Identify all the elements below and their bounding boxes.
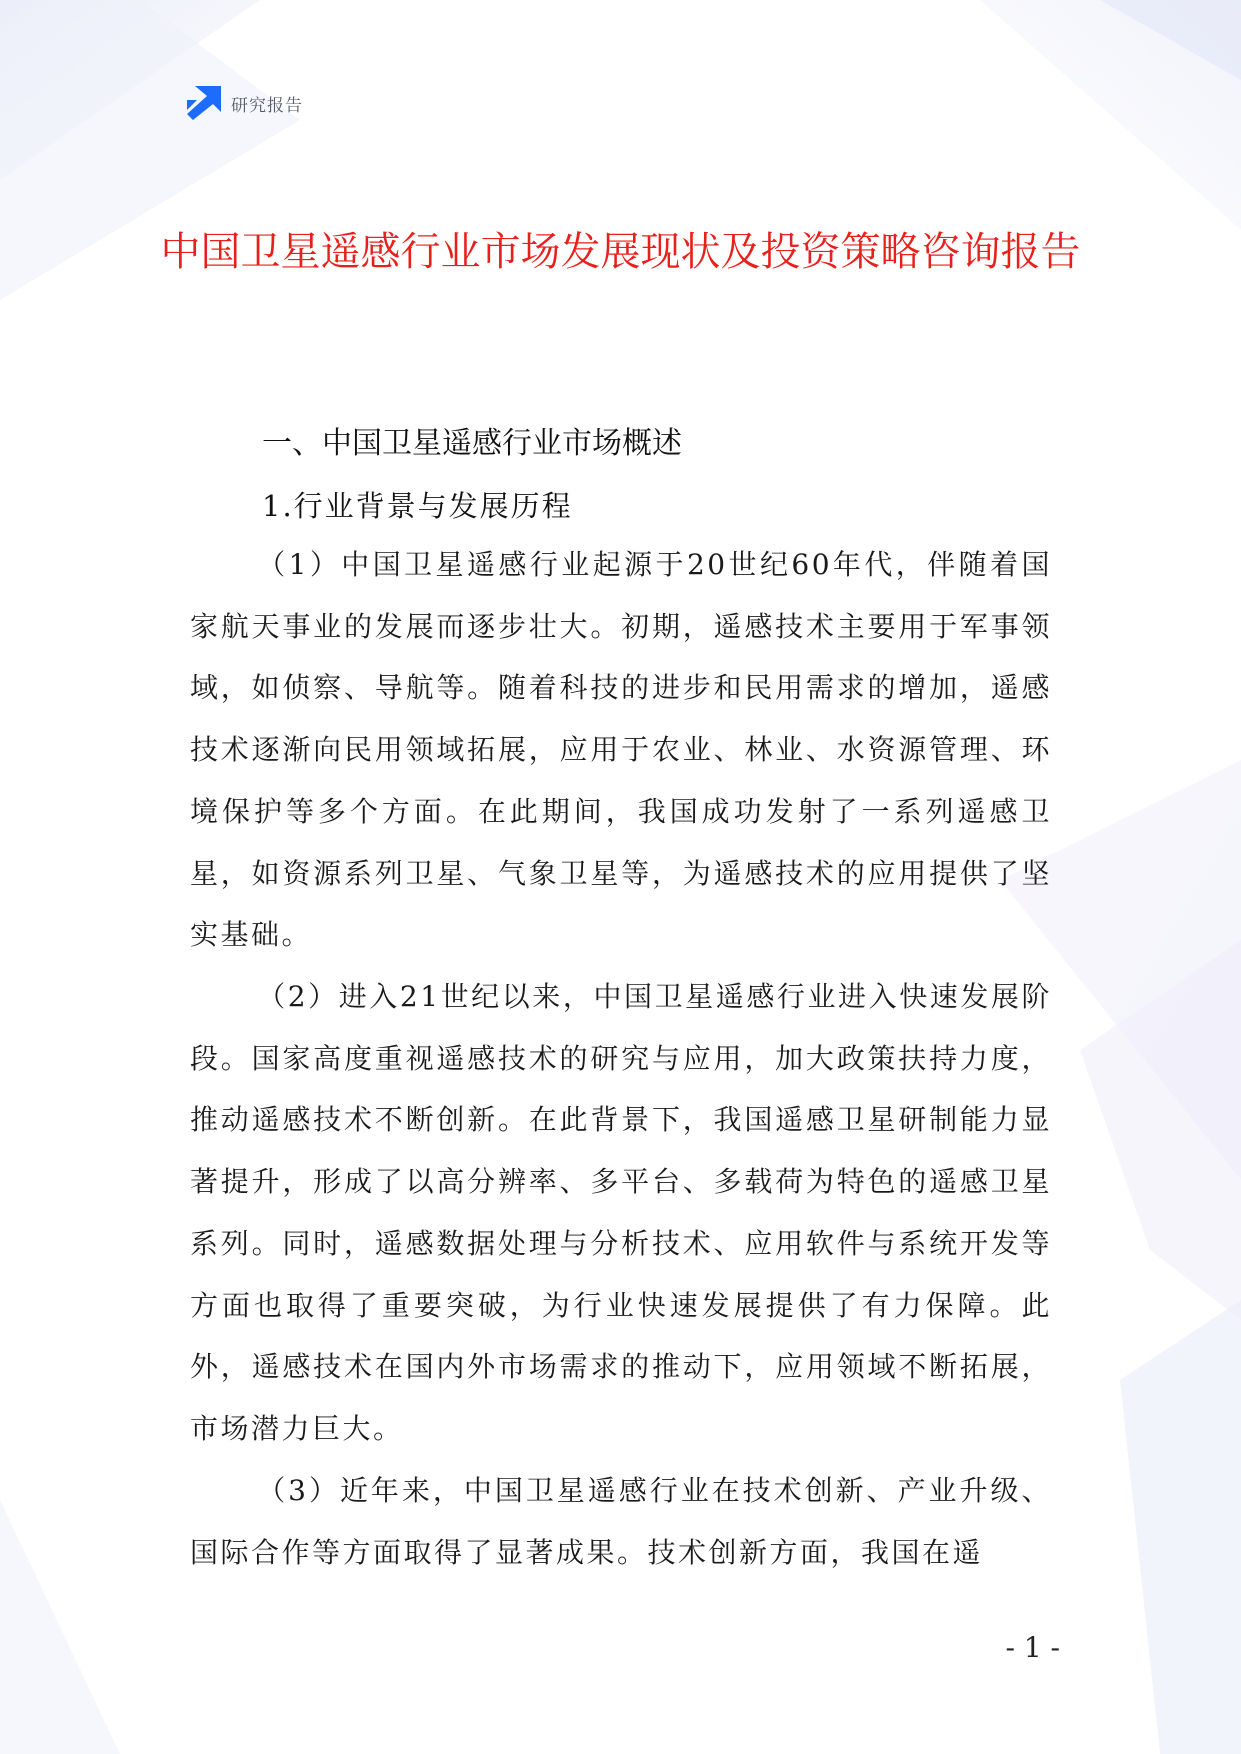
sub-heading: 1.行业背景与发展历程 — [262, 489, 573, 523]
arrow-logo-icon — [187, 86, 221, 120]
report-header — [187, 86, 303, 120]
paragraph-1: （1）中国卫星遥感行业起源于20世纪60年代，伴随着国家航天事业的发展而逐步壮大。初期，遥感技术主要用于军事领域，如侦察、导航等。随着科技的进步和民用需求的增加，遥感技术逐渐向民用领域拓展，应用于农业、林业、水资源管理、环境保护等多个方面。在此期间，我国成功发射了一系列遥感卫星，如资源系列卫星、气象卫星等，为遥感技术的应用提供了坚实基础。 — [190, 548, 1052, 952]
section-heading: 一、中国卫星遥感行业市场概述 — [262, 426, 682, 461]
page-number: - 1 - — [1005, 1631, 1060, 1664]
paragraph-2: （2）进入21世纪以来，中国卫星遥感行业进入快速发展阶段。国家高度重视遥感技术的研究与应用，加大政策扶持力度，推动遥感技术不断创新。在此背景下，我国遥感卫星研制能力显著提升，形成了以高分辨率、多平台、多载荷为特色的遥感卫星系列。同时，遥感数据处理与分析技术、应用软件与系统开发等方面也取得了重要突破，为行业快速发展提供了有力保障。此外，遥感技术在国内外市场需求的推动下，应用领域不断拓展，市场潜力巨大。 — [190, 980, 1052, 1445]
header-label: 研究报告 — [231, 95, 303, 116]
paragraph-3: （3）近年来，中国卫星遥感行业在技术创新、产业升级、国际合作等方面取得了显著成果。技术创新方面，我国在遥 — [190, 1474, 1052, 1569]
document-title: 中国卫星遥感行业市场发展现状及投资策略咨询报告 — [160, 229, 1081, 275]
